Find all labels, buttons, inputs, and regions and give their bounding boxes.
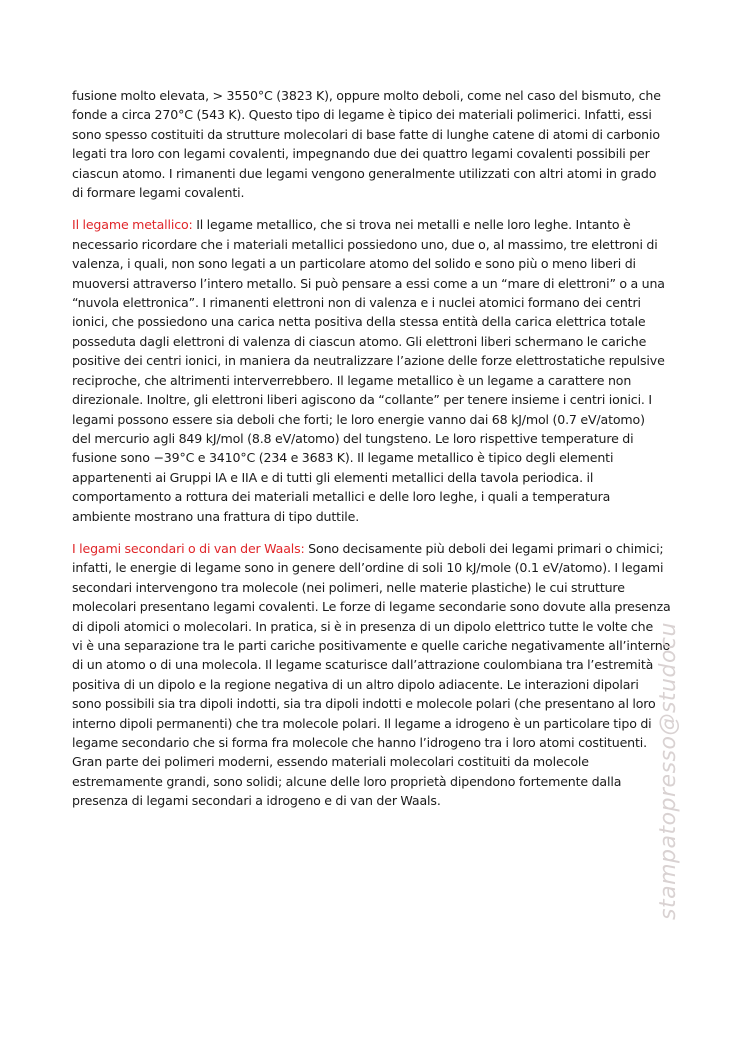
text-line: direzionale. Inoltre, gli elettroni liberi agiscono da “collante” per tenere insieme i centri ionici. I [72, 392, 652, 408]
text-line [72, 215, 664, 234]
text-line: secondari intervengono tra molecole (nei polimeri, nelle materie plastiche) le cui strutture [72, 579, 625, 595]
text-line: legame secondario che si forma fra molecole che hanno l’idrogeno tra i loro atomi costituenti. [72, 735, 647, 750]
text-line: ionici, che possiedono una carica netta positiva della stessa entità della carica elettrica totale [72, 314, 646, 330]
text-line: interno dipoli permanenti) che tra molecole polari. Il legame a idrogeno è un particolare tipo di [72, 715, 652, 731]
intro-paragraph [72, 86, 664, 202]
watermark-text: stampatopresso@studocu [656, 622, 681, 920]
text-line: presenza di legami secondari a idrogeno e di van der Waals. [72, 793, 441, 809]
watermark [626, 520, 681, 920]
text-line: comportamento a rottura dei materiali metallici e delle loro leghe, i quali a temperatura [72, 489, 611, 505]
text-line: appartenenti ai Gruppi IA e IIA e di tutti gli elementi metallici della tavola periodica. il [72, 469, 594, 485]
text-line: estremamente grandi, sono solidi; alcune delle loro proprietà dipendono fortemente dalla [72, 773, 622, 789]
text-line: positiva di un dipolo e la regione negativa di un altro dipolo adiacente. Le interazioni dipolari [72, 676, 639, 692]
metallic-bond-heading: Il legame metallico: [72, 217, 193, 233]
text-line: di dipoli atomici o molecolari. In pratica, si è in presenza di un dipolo elettrico tutte le volte che [72, 618, 654, 634]
text-line: di un atomo o di una molecola. Il legame scaturisce dall’attrazione coulombiana tra l’estremità [72, 657, 654, 673]
document-page [72, 86, 671, 824]
text-line: fonde a circa 270°C (543 K). Questo tipo di legame è tipico dei materiali polimerici. Infatti, essi [72, 107, 652, 123]
text-line [72, 539, 664, 558]
text-line: infatti, le energie di legame sono in genere dell’ordine di soli 10 kJ/mole (0.1 eV/atomo). I legami [72, 560, 664, 576]
text-line: del mercurio agli 849 kJ/mol (8.8 eV/atomo) del tungsteno. Le loro rispettive temperature di [72, 430, 634, 446]
text-line: di formare legami covalenti. [72, 185, 245, 201]
text-line: legati tra loro con legami covalenti, impegnando due dei quattro legami covalenti possibili per [72, 146, 650, 162]
text-line: valenza, i quali, non sono legati a un particolare atomo del solido e sono più o meno liberi di [72, 256, 636, 272]
secondary-bond-intro: Sono decisamente più deboli dei legami primari o chimici; [304, 540, 664, 556]
text-line: vi è una separazione tra le parti cariche positivamente e quelle cariche negativamente all’interno [72, 637, 671, 653]
text-line: reciproche, che altrimenti interverrebbero. Il legame metallico è un legame a carattere non [72, 372, 632, 388]
text-line: fusione molto elevata, > 3550°C (3823 K), oppure molto deboli, come nel caso del bismuto, che [72, 88, 661, 103]
text-line: Gran parte dei polimeri moderni, essendo materiali molecolari costituiti da molecole [72, 754, 589, 770]
metallic-bond-intro: Il legame metallico, che si trova nei metalli e nelle loro leghe. Intanto è [192, 217, 631, 233]
text-line: sono possibili sia tra dipoli indotti, sia tra dipoli indotti e molecole polari (che presentano al loro [72, 696, 656, 712]
text-line: necessario ricordare che i materiali metallici possiedono uno, due o, al massimo, tre elettroni di [72, 236, 658, 252]
secondary-bond-heading: I legami secondari o di van der Waals: [72, 540, 305, 556]
text-line: ambiente mostrano una frattura di tipo duttile. [72, 508, 360, 524]
text-line: ciascun atomo. I rimanenti due legami vengono generalmente utilizzati con altri atomi in grado [72, 165, 657, 181]
text-line: molecolari presentano legami covalenti. Le forze di legame secondarie sono dovute alla presenza [72, 599, 671, 615]
metallic-bond-paragraph [72, 215, 664, 526]
text-line: fusione sono −39°C e 3410°C (234 e 3683 K). Il legame metallico è tipico degli elementi [72, 450, 614, 466]
secondary-bond-paragraph [72, 539, 671, 811]
text-line: positive dei centri ionici, in maniera da neutralizzare l’azione delle forze elettrostatiche repulsive [72, 353, 665, 369]
text-line: sono spesso costituiti da strutture molecolari di base fatte di lunghe catene di atomi di carbonio [72, 126, 660, 142]
text-line: legami possono essere sia deboli che forti; le loro energie vanno dai 68 kJ/mol (0.7 eV/atomo) [72, 411, 645, 427]
text-line: “nuvola elettronica”. I rimanenti elettroni non di valenza e i nuclei atomici formano dei centri [72, 295, 641, 311]
text-line: muoversi attraverso l’intero metallo. Si può pensare a essi come a un “mare di elettroni” o a una [72, 275, 665, 291]
text-line: posseduta dagli elettroni di valenza di ciascun atomo. Gli elettroni liberi schermano le cariche [72, 333, 647, 349]
